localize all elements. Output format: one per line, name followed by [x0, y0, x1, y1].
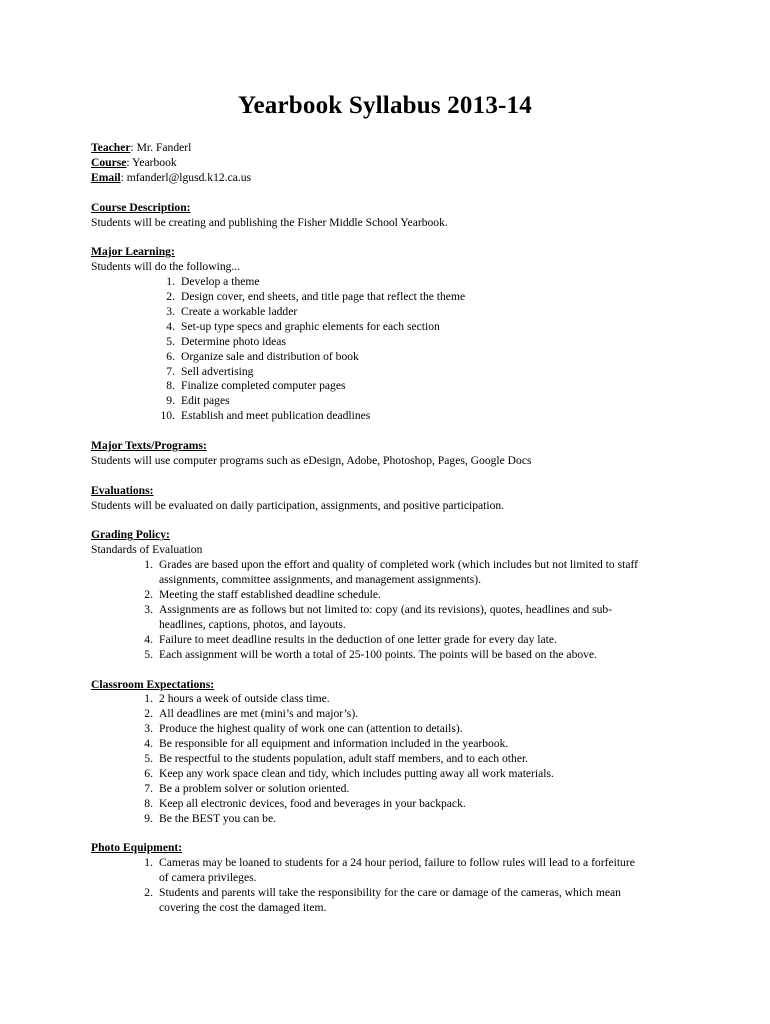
course-description-heading: Course Description:: [91, 200, 191, 214]
major-learning-intro: Students will do the following...: [91, 260, 241, 274]
course-line: [91, 156, 701, 171]
list-item: 9. Be the BEST you can be.: [144, 811, 276, 825]
grading-policy-heading: Grading Policy:: [91, 528, 170, 542]
list-item: 3. Produce the highest quality of work one can (attention to details).: [144, 722, 463, 736]
major-learning-heading: Major Learning:: [91, 245, 175, 259]
list-item: 5. Each assignment will be worth a total of 25-100 points. The points will be based on the above.: [144, 647, 598, 661]
list-item: 1. Cameras may be loaned to students for a 24 hour period, failure to follow rules will lead to a forfeiture of camera privileges.: [144, 856, 635, 885]
document-body: [91, 141, 701, 916]
major-texts-heading: Major Texts/Programs:: [91, 439, 207, 453]
email-value: : mfanderl@lgusd.k12.ca.us: [120, 170, 252, 184]
major-texts-text: Students will use computer programs such as eDesign, Adobe, Photoshop, Pages, Google Docs: [91, 453, 532, 467]
evaluations-text: Students will be evaluated on daily participation, assignments, and positive participation.: [91, 498, 505, 512]
list-item: 1. Develop a theme: [166, 275, 260, 289]
list-item: 5. Determine photo ideas: [166, 334, 286, 348]
classroom-expectations-heading: Classroom Expectations:: [91, 677, 215, 691]
course-value: : Yearbook: [126, 155, 177, 169]
list-item: 8. Keep all electronic devices, food and beverages in your backpack.: [144, 796, 466, 810]
list-item: 9. Edit pages: [166, 394, 230, 408]
photo-equipment-heading: Photo Equipment:: [91, 841, 183, 855]
list-item: 2. All deadlines are met (mini’s and major’s).: [144, 707, 359, 721]
evaluations-heading: Evaluations:: [91, 483, 154, 497]
list-item: 4. Set-up type specs and graphic elements for each section: [166, 319, 440, 333]
teacher-line: [91, 141, 701, 156]
teacher-value: : Mr. Fanderl: [130, 141, 192, 154]
list-item: 3. Create a workable ladder: [166, 304, 298, 318]
list-item: 6. Keep any work space clean and tidy, which includes putting away all work materials.: [144, 766, 554, 780]
list-item: 2. Students and parents will take the responsibility for the care or damage of the cameras, which mean covering the cost the damaged item.: [144, 886, 621, 915]
teacher-label: Teacher: [91, 141, 131, 154]
list-item: 7. Be a problem solver or solution oriented.: [144, 781, 350, 795]
email-label: Email: [91, 170, 121, 184]
list-item: 1. Grades are based upon the effort and quality of completed work (which includes but not limited to staff assignments, committee assignments, and management assignments).: [144, 558, 638, 587]
list-item: 7. Sell advertising: [166, 364, 254, 378]
grading-policy-intro: Standards of Evaluation: [91, 543, 203, 557]
list-item: 8. Finalize completed computer pages: [166, 379, 346, 393]
major-learning-list: [91, 275, 701, 424]
list-item: 6. Organize sale and distribution of book: [166, 349, 359, 363]
list-item: 2. Design cover, end sheets, and title page that reflect the theme: [166, 290, 466, 304]
grading-policy-list: [91, 558, 701, 662]
list-item: 1. 2 hours a week of outside class time.: [144, 692, 330, 706]
list-item: 4. Failure to meet deadline results in the deduction of one letter grade for every day late.: [144, 632, 557, 646]
list-item: 10. Establish and meet publication deadlines: [160, 409, 371, 423]
course-label: Course: [91, 155, 127, 169]
list-item: 5. Be respectful to the students population, adult staff members, and to each other.: [144, 752, 529, 766]
email-line: [91, 171, 701, 186]
classroom-expectations-list: [91, 692, 701, 826]
page-title: Yearbook Syllabus 2013-14: [238, 92, 532, 119]
list-item: 2. Meeting the staff established deadline schedule.: [144, 588, 381, 602]
photo-equipment-list: [91, 856, 701, 916]
list-item: 4. Be responsible for all equipment and information included in the yearbook.: [144, 737, 509, 751]
course-description-text: Students will be creating and publishing the Fisher Middle School Yearbook.: [91, 215, 448, 229]
list-item: 3. Assignments are as follows but not limited to: copy (and its revisions), quotes, headlines and sub- headlines, captions, photos, and layouts.: [144, 603, 613, 631]
